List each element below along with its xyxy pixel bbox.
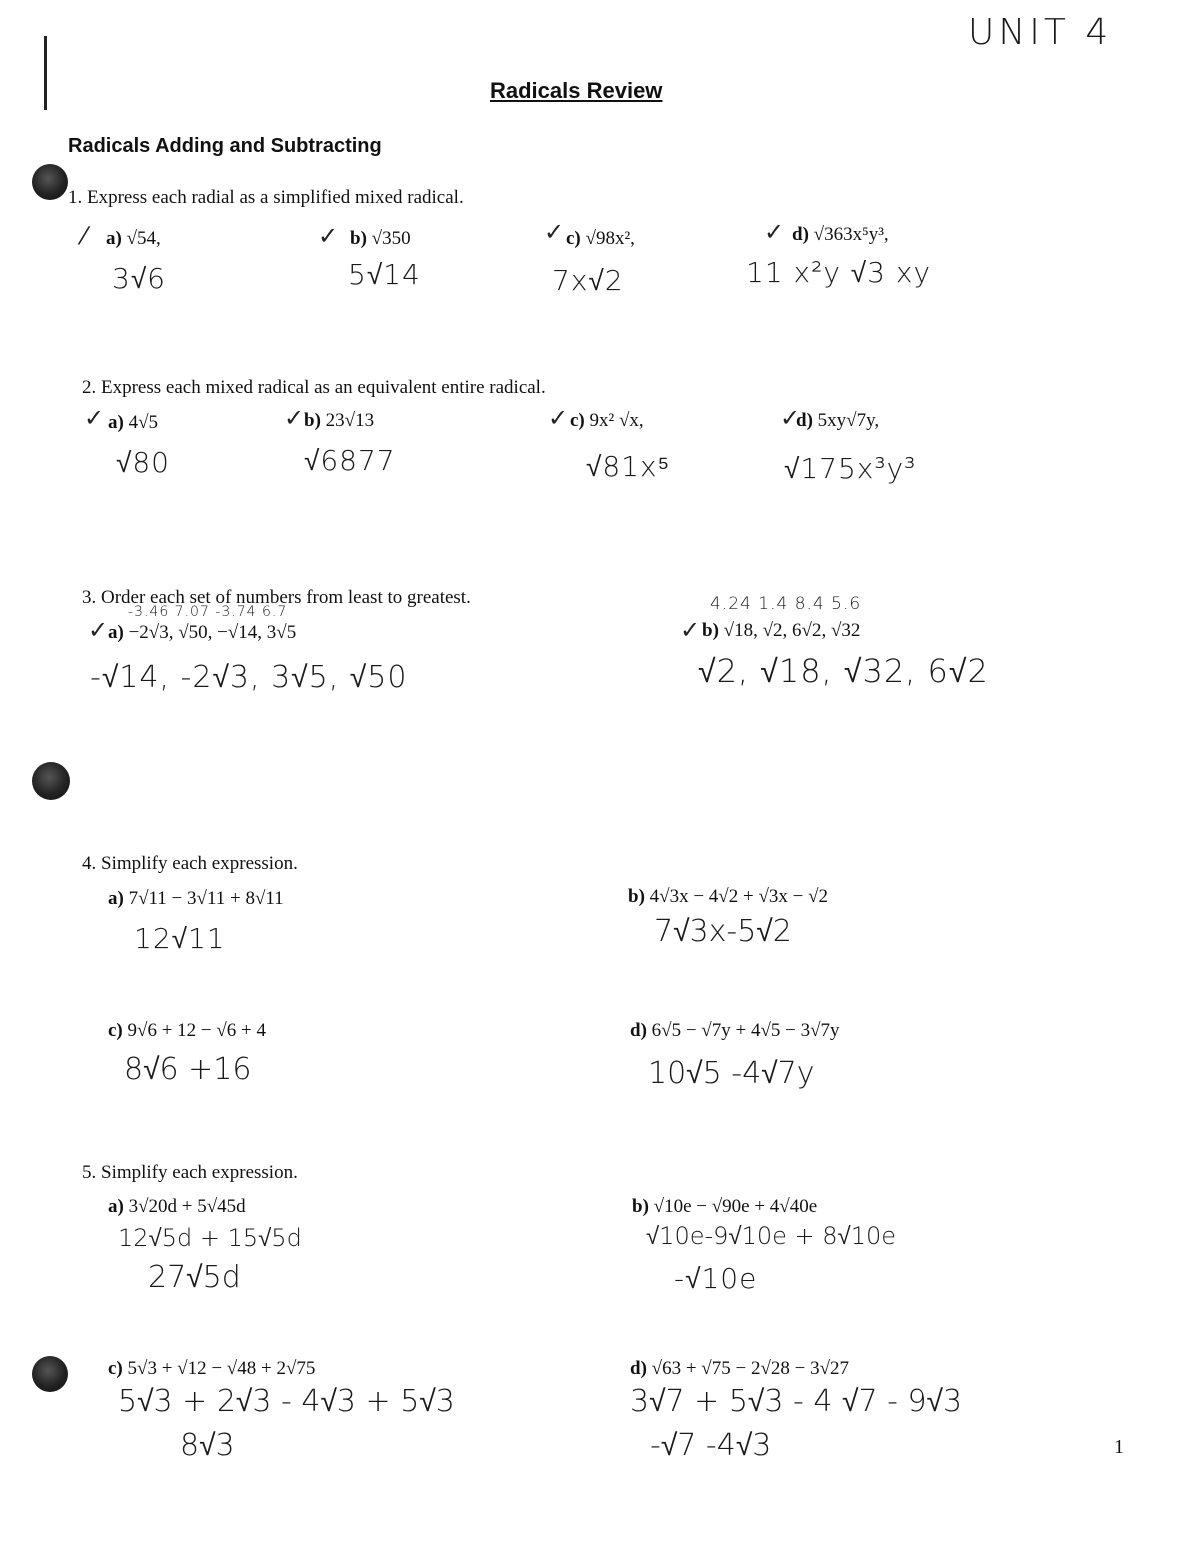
section-heading: Radicals Adding and Subtracting <box>68 135 382 157</box>
q5a-answer: 27√5d <box>148 1260 241 1295</box>
q5b-answer: -√10e <box>674 1262 758 1295</box>
check-mark-icon: ✓ <box>548 404 569 432</box>
q2b-expr: b) 23√13 <box>304 410 375 431</box>
check-mark-icon: ✓ <box>544 218 565 246</box>
q2d-expr: d) 5xy√7y, <box>796 410 880 431</box>
q2d-answer: √175x³y³ <box>784 452 917 485</box>
margin-mark <box>44 36 47 110</box>
q3-prompt: 3. Order each set of numbers from least to greatest. <box>82 587 471 608</box>
q5-prompt: 5. Simplify each expression. <box>82 1162 298 1183</box>
q4c-answer: 8√6 +16 <box>124 1052 252 1087</box>
q4d-expr: d) 6√5 − √7y + 4√5 − 3√7y <box>630 1020 840 1041</box>
q3b-approx: 4.24 1.4 8.4 5.6 <box>710 594 862 614</box>
q5b-work: √10e-9√10e + 8√10e <box>646 1222 896 1250</box>
q2c-answer: √81x⁵ <box>586 450 671 483</box>
binder-hole-top <box>32 164 68 200</box>
q2a-expr: a) 4√5 <box>108 412 159 433</box>
q5a-work: 12√5d + 15√5d <box>118 1224 302 1252</box>
q1a-expr: a) √54, <box>106 228 161 249</box>
check-mark-icon: ✓ <box>284 404 305 432</box>
q5c-answer: 8√3 <box>180 1428 235 1463</box>
q3b-answer: √2, √18, √32, 6√2 <box>698 652 989 690</box>
q4c-expr: c) 9√6 + 12 − √6 + 4 <box>108 1020 267 1041</box>
unit-label: UNIT 4 <box>968 12 1113 53</box>
q4-prompt: 4. Simplify each expression. <box>82 853 298 874</box>
q2-prompt: 2. Express each mixed radical as an equivalent entire radical. <box>82 377 546 398</box>
binder-hole-middle <box>32 762 70 800</box>
q1c-expr: c) √98x², <box>566 228 635 249</box>
q1a-answer: 3√6 <box>112 262 166 295</box>
q3a-answer: -√14, -2√3, 3√5, √50 <box>90 660 408 695</box>
q4a-expr: a) 7√11 − 3√11 + 8√11 <box>108 888 284 909</box>
q1b-answer: 5√14 <box>348 258 421 291</box>
q2a-answer: √80 <box>116 446 170 479</box>
check-mark-icon: ✓ <box>88 616 109 644</box>
q3a-approx: -3.46 7.07 -3.74 6.7 <box>128 604 288 620</box>
check-mark-icon: ✓ <box>318 222 339 250</box>
q1b-expr: b) √350 <box>350 228 411 249</box>
q1c-answer: 7x√2 <box>552 264 624 297</box>
q5c-work: 5√3 + 2√3 - 4√3 + 5√3 <box>118 1384 455 1419</box>
check-mark-icon: ✓ <box>84 404 105 432</box>
q5d-answer: -√7 -4√3 <box>650 1428 772 1463</box>
q1-prompt: 1. Express each radial as a simplified mixed radical. <box>68 187 464 208</box>
check-mark-icon: ✓ <box>780 404 801 432</box>
q1d-answer: 11 x²y √3 xy <box>746 256 932 289</box>
q4b-expr: b) 4√3x − 4√2 + √3x − √2 <box>628 886 829 907</box>
check-mark-icon: ✓ <box>680 616 701 644</box>
q1d-expr: d) √363x⁵y³, <box>792 224 889 245</box>
q2c-expr: c) 9x² √x, <box>570 410 644 431</box>
q4b-answer: 7√3x-5√2 <box>654 914 792 949</box>
q3a-expr: a) −2√3, √50, −√14, 3√5 <box>108 622 297 643</box>
q4d-answer: 10√5 -4√7y <box>648 1056 815 1091</box>
q5d-work: 3√7 + 5√3 - 4 √7 - 9√3 <box>630 1384 963 1419</box>
binder-hole-bottom <box>32 1356 68 1392</box>
q2b-answer: √6877 <box>304 444 396 477</box>
page-title: Radicals Review <box>490 78 663 103</box>
check-mark-icon: ⁄ <box>82 222 87 250</box>
q5d-expr: d) √63 + √75 − 2√28 − 3√27 <box>630 1358 850 1379</box>
q3b-expr: b) √18, √2, 6√2, √32 <box>702 620 861 641</box>
q5a-expr: a) 3√20d + 5√45d <box>108 1196 246 1217</box>
q5c-expr: c) 5√3 + √12 − √48 + 2√75 <box>108 1358 316 1379</box>
q4a-answer: 12√11 <box>134 922 226 955</box>
q5b-expr: b) √10e − √90e + 4√40e <box>632 1196 818 1217</box>
check-mark-icon: ✓ <box>764 218 785 246</box>
page-number: 1 <box>1114 1436 1124 1458</box>
